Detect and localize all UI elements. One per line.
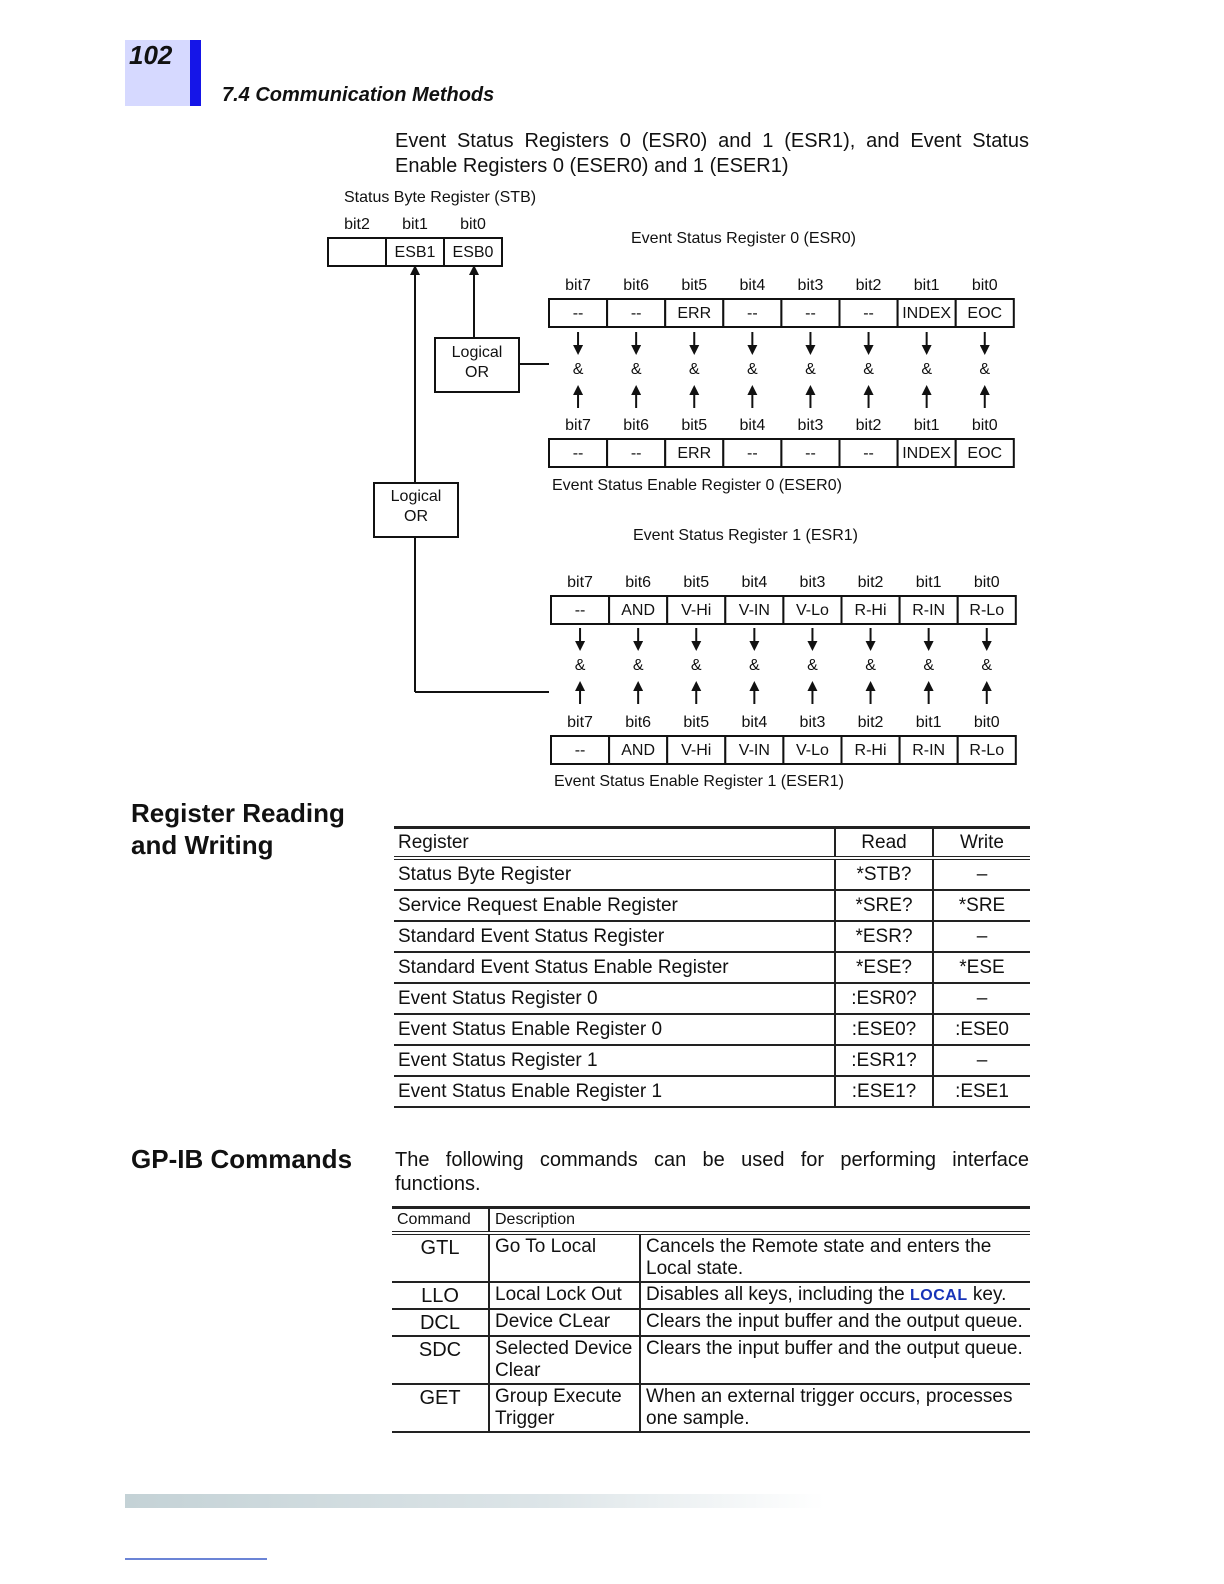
esr0-bit-label: bit7 (565, 277, 591, 294)
register-name: Standard Event Status Register (394, 921, 835, 952)
command-name: Local Lock Out (489, 1282, 640, 1309)
command-code: GTL (392, 1233, 489, 1282)
esr1-bit-label: bit1 (915, 574, 942, 591)
eser0-cell-text: ERR (677, 445, 712, 462)
esr1-and-symbol: & (981, 657, 993, 674)
read-command: :ESE0? (835, 1014, 933, 1045)
eser0-cell-text: INDEX (902, 445, 952, 462)
esr1-bit-label: bit5 (683, 574, 710, 591)
esr0-bit-label: bit1 (913, 277, 940, 294)
col-write: Write (933, 828, 1030, 859)
table-row (394, 921, 1030, 952)
col-register: Register (394, 828, 835, 859)
read-command: *STB? (835, 858, 933, 890)
eser1-cell-text: R-IN (912, 742, 946, 759)
esr1-and-symbol: & (865, 657, 876, 674)
logical-or-box-upper (435, 338, 519, 392)
table-row (394, 1076, 1030, 1107)
esr1-cell-text: V-Lo (795, 602, 829, 619)
eser1-cell-text: AND (621, 742, 656, 759)
esr1-bit-label: bit6 (625, 574, 652, 591)
esr1-bit-label: bit2 (857, 574, 884, 591)
command-code: SDC (392, 1336, 489, 1384)
gpib-heading: GP-IB Commands (131, 1144, 353, 1174)
stb-cell-text: ESB0 (452, 244, 494, 261)
esr1-and-symbol: & (749, 657, 760, 674)
read-command: :ESR0? (835, 983, 933, 1014)
eser1-bit-label: bit4 (741, 714, 768, 731)
command-description: Clears the input buffer and the output queue. (640, 1309, 1030, 1336)
write-command: :ESE0 (933, 1014, 1030, 1045)
connection-lines (415, 270, 549, 692)
esr1-cell-text: R-Hi (854, 602, 887, 619)
eser0-bit-label: bit6 (623, 417, 650, 434)
eser0-bit-label: bit4 (739, 417, 766, 434)
register-rw-heading: Register Reading and Writing (131, 798, 345, 860)
command-code: GET (392, 1384, 489, 1432)
esr0-cell-text: INDEX (902, 305, 952, 322)
table-row (392, 1384, 1030, 1432)
stb-cell-text: ESB1 (394, 244, 436, 261)
eser1-bit-label: bit1 (915, 714, 942, 731)
esr1-bit-label: bit0 (973, 574, 1000, 591)
eser0-cell-text: -- (747, 445, 758, 462)
eser1-bit-label: bit7 (567, 714, 593, 731)
write-command: – (933, 858, 1030, 890)
eser1-bit-label: bit0 (973, 714, 1000, 731)
command-description: When an external trigger occurs, processes one sample. (640, 1384, 1030, 1432)
esr0-bit-label: bit4 (739, 277, 766, 294)
stb-title: Status Byte Register (STB) (344, 189, 537, 206)
esr0-cell-text: EOC (967, 305, 1003, 322)
esr1-cell-text: V-Hi (681, 602, 712, 619)
eser1-cell-text: V-Hi (681, 742, 712, 759)
logical-or-box-lower (374, 483, 458, 537)
command-name: Group Execute Trigger (489, 1384, 640, 1432)
register-name: Standard Event Status Enable Register (394, 952, 835, 983)
eser1-cell-text: V-Lo (795, 742, 829, 759)
esr0-cell-text: -- (863, 305, 874, 322)
table-row (394, 983, 1030, 1014)
esr1-and-symbol: & (690, 657, 702, 674)
esr1-and-symbol: & (807, 657, 818, 674)
gpib-intro: The following commands can be used for performing interface functions. (395, 1149, 1029, 1195)
esr0-and-symbol: & (863, 361, 874, 378)
command-name: Device CLear (489, 1309, 640, 1336)
esr0-and-symbol: & (630, 361, 642, 378)
eser0-title: Event Status Enable Register 0 (ESER0) (552, 477, 842, 494)
command-description: Cancels the Remote state and enters the Local state. (640, 1233, 1030, 1282)
eser0-cell-text: EOC (967, 445, 1003, 462)
esr1-and-symbol: & (632, 657, 644, 674)
esr0-cell-text: -- (572, 305, 584, 322)
intro-paragraph: Event Status Registers 0 (ESR0) and 1 (ESR1), and Event Status Enable Registers 0 (ESER0) and 1 (ESER1) (395, 130, 1029, 177)
esr1-cell-text: AND (621, 602, 656, 619)
esr0-and-symbol: & (572, 361, 584, 378)
esr1-cell-text: -- (574, 602, 586, 619)
write-command: – (933, 983, 1030, 1014)
command-name: Selected Device Clear (489, 1336, 640, 1384)
local-key-label: LOCAL (910, 1287, 968, 1304)
table-row (394, 890, 1030, 921)
register-rw-table (394, 826, 1030, 1108)
eser0-cell-text: -- (572, 445, 584, 462)
read-command: *SRE? (835, 890, 933, 921)
logical-or-label: OR (465, 364, 489, 381)
eser1-cell-text: -- (574, 742, 586, 759)
eser0-bit-label: bit7 (565, 417, 591, 434)
table-row (392, 1282, 1030, 1309)
col-command: Command (392, 1208, 489, 1234)
eser1-bit-label: bit2 (857, 714, 884, 731)
eser0-bit-label: bit2 (855, 417, 882, 434)
table-row (394, 1014, 1030, 1045)
esr1-and-symbol: & (923, 657, 934, 674)
esr0-and-symbol: & (921, 361, 932, 378)
read-command: *ESR? (835, 921, 933, 952)
write-command: – (933, 1045, 1030, 1076)
esr0-and-symbol: & (979, 361, 991, 378)
write-command: :ESE1 (933, 1076, 1030, 1107)
write-command: *ESE (933, 952, 1030, 983)
eser1-bit-label: bit6 (625, 714, 652, 731)
logical-or-label: Logical (451, 344, 503, 361)
eser1-cell-text: R-Hi (854, 742, 887, 759)
command-name: Go To Local (489, 1233, 640, 1282)
read-command: :ESE1? (835, 1076, 933, 1107)
esr0-and-symbol: & (747, 361, 758, 378)
eser0-cell-text: -- (630, 445, 642, 462)
eser1-bit-label: bit5 (683, 714, 710, 731)
register-name: Service Request Enable Register (394, 890, 835, 921)
esr0-bit-label: bit3 (797, 277, 824, 294)
footer-line (125, 1558, 267, 1560)
register-name: Event Status Register 0 (394, 983, 835, 1014)
table-row (394, 952, 1030, 983)
esr1-cell-text: R-Lo (969, 602, 1005, 619)
logical-or-label: Logical (390, 488, 442, 505)
esr1-title: Event Status Register 1 (ESR1) (633, 527, 858, 544)
eser1-cell-text: R-Lo (969, 742, 1005, 759)
register-name: Event Status Register 1 (394, 1045, 835, 1076)
esr0-bit-label: bit5 (681, 277, 708, 294)
page-number: 102 (129, 40, 173, 70)
eser1-title: Event Status Enable Register 1 (ESER1) (554, 773, 844, 790)
esr0-bit-label: bit2 (855, 277, 882, 294)
esr1-bit-label: bit3 (799, 574, 826, 591)
status-byte-register (344, 189, 536, 206)
esr0-and-symbol: & (688, 361, 700, 378)
eser1-cell-text: V-IN (738, 742, 770, 759)
esr0-bit-label: bit0 (971, 277, 998, 294)
table-row (392, 1336, 1030, 1384)
table-row (392, 1233, 1030, 1282)
stb-cell (328, 238, 386, 266)
eser0-bit-label: bit3 (797, 417, 824, 434)
eser1-bit-label: bit3 (799, 714, 826, 731)
esr0-cell-text: -- (747, 305, 758, 322)
eser0-bit-label: bit0 (971, 417, 998, 434)
esr1-cell-text: V-IN (738, 602, 770, 619)
command-description: Clears the input buffer and the output queue. (640, 1336, 1030, 1384)
register-name: Event Status Enable Register 0 (394, 1014, 835, 1045)
register-name: Event Status Enable Register 1 (394, 1076, 835, 1107)
logical-or-label: OR (404, 508, 428, 525)
stb-bit-label: bit2 (344, 216, 370, 233)
esr0-cell-text: -- (805, 305, 816, 322)
esr1-cell-text: R-IN (912, 602, 946, 619)
read-command: *ESE? (835, 952, 933, 983)
esr0-and-symbol: & (805, 361, 816, 378)
eser0-bit-label: bit5 (681, 417, 708, 434)
table-row (394, 1045, 1030, 1076)
stb-bit-label: bit1 (402, 216, 428, 233)
stb-bit-label: bit0 (460, 216, 486, 233)
table-row (392, 1309, 1030, 1336)
esr0-cell-text: ERR (677, 305, 712, 322)
footer-band (125, 1494, 825, 1508)
eser0-cell-text: -- (863, 445, 874, 462)
esr1-bit-label: bit4 (741, 574, 768, 591)
read-command: :ESR1? (835, 1045, 933, 1076)
col-read: Read (835, 828, 933, 859)
esr0-cell-text: -- (630, 305, 642, 322)
register-name: Status Byte Register (394, 858, 835, 890)
eser0-cell-text: -- (805, 445, 816, 462)
table-row (394, 858, 1030, 890)
esr0-bit-label: bit6 (623, 277, 650, 294)
command-description: Disables all keys, including the LOCAL key. (640, 1282, 1030, 1309)
col-description: Description (489, 1208, 1030, 1234)
esr1-and-symbol: & (574, 657, 586, 674)
section-title: 7.4 Communication Methods (222, 84, 495, 106)
gpib-table (392, 1206, 1030, 1433)
write-command: *SRE (933, 890, 1030, 921)
command-code: LLO (392, 1282, 489, 1309)
esr1-bit-label: bit7 (567, 574, 593, 591)
command-code: DCL (392, 1309, 489, 1336)
write-command: – (933, 921, 1030, 952)
esr0-title: Event Status Register 0 (ESR0) (631, 230, 856, 247)
eser0-bit-label: bit1 (913, 417, 940, 434)
